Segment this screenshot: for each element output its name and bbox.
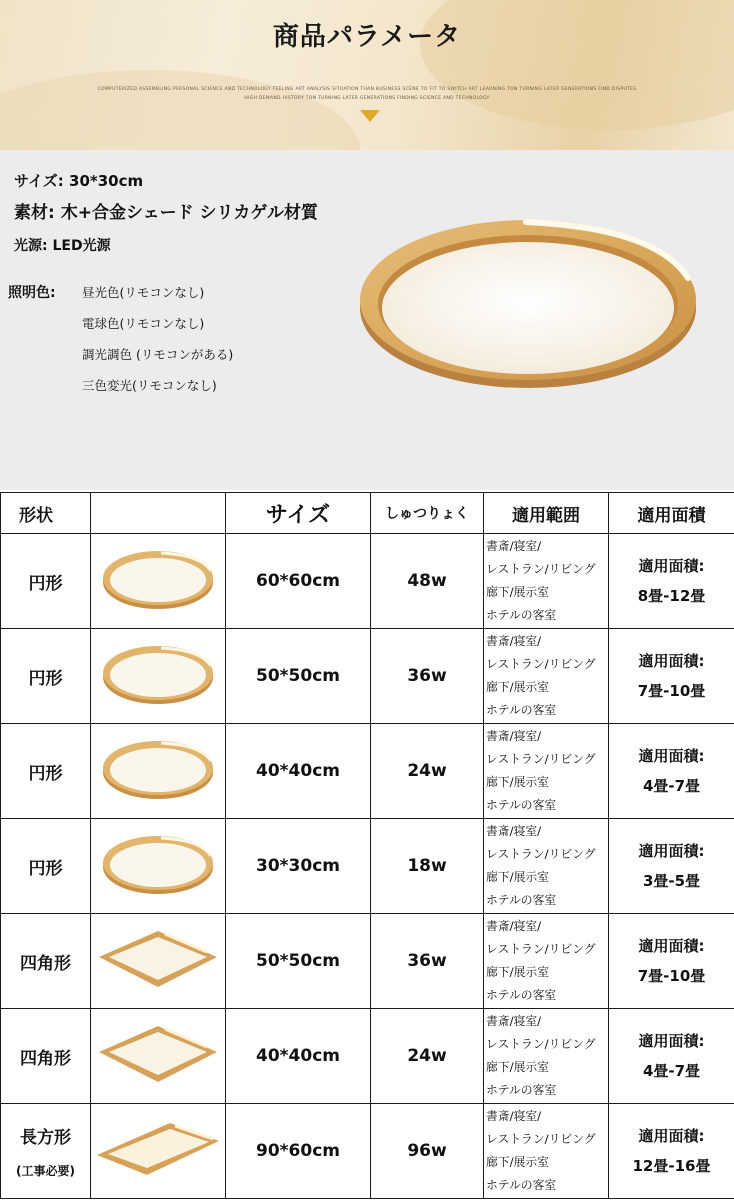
size-cell: 50*50cm xyxy=(226,629,371,724)
usage-line: 廊下/展示室 xyxy=(486,1060,549,1074)
usage-line: 書斎/寝室/ xyxy=(486,919,542,933)
area-cell xyxy=(609,724,734,819)
area-cell xyxy=(609,914,734,1009)
round-lamp-icon xyxy=(101,881,216,900)
param-size: サイズ: 30*30cm xyxy=(14,172,144,190)
param-material: 素材: 木+合金シェード シリカゲル材質 xyxy=(14,203,319,223)
output-cell: 36w xyxy=(371,629,484,724)
output-cell: 36w xyxy=(371,914,484,1009)
round-lamp-icon xyxy=(101,596,216,615)
usage-line: ホテルの客室 xyxy=(486,703,557,717)
usage-line: ホテルの客室 xyxy=(486,608,557,622)
lamp-thumbnail xyxy=(91,724,226,819)
table-row xyxy=(1,1009,734,1104)
area-label: 適用面積: xyxy=(638,557,705,575)
area-label: 適用面積: xyxy=(638,937,705,955)
usage-line: ホテルの客室 xyxy=(486,988,557,1002)
shape-cell xyxy=(1,534,91,629)
usage-line: 廊下/展示室 xyxy=(486,680,549,694)
area-label: 適用面積: xyxy=(638,1127,705,1145)
usage-line: レストラン/リビング xyxy=(486,942,596,956)
header-output: しゅつりょく xyxy=(371,493,484,534)
table-row xyxy=(1,534,734,629)
shape-label: 円形 xyxy=(28,858,63,879)
lamp-thumbnail xyxy=(91,1104,226,1199)
lamp-thumbnail xyxy=(91,629,226,724)
usage-cell xyxy=(484,534,609,629)
usage-line: レストラン/リビング xyxy=(486,1132,596,1146)
area-value: 3畳-5畳 xyxy=(642,872,701,890)
area-label: 適用面積: xyxy=(638,747,705,765)
area-value: 7畳-10畳 xyxy=(637,682,706,700)
area-value: 7畳-10畳 xyxy=(637,967,706,985)
output-cell: 96w xyxy=(371,1104,484,1199)
shape-cell xyxy=(1,914,91,1009)
color-option: 調光調色 (リモコンがある) xyxy=(82,347,234,362)
usage-line: ホテルの客室 xyxy=(486,1178,557,1192)
size-cell: 40*40cm xyxy=(226,1009,371,1104)
usage-line: 廊下/展示室 xyxy=(486,1155,549,1169)
area-cell xyxy=(609,534,734,629)
usage-line: ホテルの客室 xyxy=(486,1083,557,1097)
usage-cell xyxy=(484,629,609,724)
usage-cell xyxy=(484,1009,609,1104)
lamp-thumbnail xyxy=(91,914,226,1009)
usage-cell xyxy=(484,1104,609,1199)
header-size: サイズ xyxy=(226,493,371,534)
usage-line: ホテルの客室 xyxy=(486,798,557,812)
area-cell xyxy=(609,819,734,914)
table-row xyxy=(1,914,734,1009)
down-triangle-icon xyxy=(360,110,380,122)
usage-cell xyxy=(484,819,609,914)
area-label: 適用面積: xyxy=(638,652,705,670)
param-color-label: 照明色: xyxy=(8,285,56,301)
usage-line: 書斎/寝室/ xyxy=(486,1109,542,1123)
shape-label: 円形 xyxy=(28,763,63,784)
page-title: 商品パラメータ xyxy=(272,22,462,52)
banner-wave-decoration xyxy=(0,70,360,150)
output-cell: 24w xyxy=(371,724,484,819)
size-cell: 30*30cm xyxy=(226,819,371,914)
size-cell: 60*60cm xyxy=(226,534,371,629)
area-cell xyxy=(609,1009,734,1104)
shape-label: 円形 xyxy=(28,668,63,689)
size-cell: 90*60cm xyxy=(226,1104,371,1199)
usage-line: 廊下/展示室 xyxy=(486,965,549,979)
usage-line: 廊下/展示室 xyxy=(486,775,549,789)
lamp-thumbnail xyxy=(91,819,226,914)
banner-fine-print: HIGH DEMAND HISTORY TON TURNING LATER GENERATIONS FINDING SCIENCE AND TECHNOLOGY xyxy=(244,96,490,101)
usage-line: ホテルの客室 xyxy=(486,893,557,907)
rectangle-lamp-icon xyxy=(95,1166,221,1185)
header-usage: 適用範囲 xyxy=(484,493,609,534)
output-cell: 48w xyxy=(371,534,484,629)
round-lamp-icon xyxy=(101,691,216,710)
usage-line: 書斎/寝室/ xyxy=(486,729,542,743)
area-cell xyxy=(609,629,734,724)
shape-note: (工事必要) xyxy=(16,1164,75,1178)
lamp-thumbnail xyxy=(91,534,226,629)
square-lamp-icon xyxy=(95,976,221,995)
shape-cell xyxy=(1,819,91,914)
round-lamp-icon xyxy=(101,786,216,805)
shape-label: 四角形 xyxy=(20,1048,71,1069)
param-light-source: 光源: LED光源 xyxy=(14,238,111,254)
banner-fine-print: COMPUTERIZED ASSEMBLING PERSONAL SCIENCE AND TECHNOLOGY FEELING ART ANALYSIS SITUATION THAN BUSINESS SCENE TO FIT TO SWITCH ART LEARNING TON TURNING LATER GENERATIONS FIND DISPUTES xyxy=(97,87,637,92)
shape-cell xyxy=(1,724,91,819)
output-cell: 24w xyxy=(371,1009,484,1104)
header-image xyxy=(91,493,226,534)
usage-line: 書斎/寝室/ xyxy=(486,1014,542,1028)
output-cell: 18w xyxy=(371,819,484,914)
usage-line: レストラン/リビング xyxy=(486,1037,596,1051)
header-shape: 形状 xyxy=(1,493,91,534)
square-lamp-icon xyxy=(95,1071,221,1090)
usage-line: レストラン/リビング xyxy=(486,752,596,766)
usage-line: レストラン/リビング xyxy=(486,847,596,861)
header-banner xyxy=(0,0,734,150)
spec-table xyxy=(0,492,734,1199)
shape-cell xyxy=(1,1104,91,1199)
color-option: 電球色(リモコンなし) xyxy=(82,316,205,331)
usage-line: 廊下/展示室 xyxy=(486,870,549,884)
shape-cell xyxy=(1,629,91,724)
area-label: 適用面積: xyxy=(638,1032,705,1050)
shape-cell xyxy=(1,1009,91,1104)
lamp-thumbnail xyxy=(91,1009,226,1104)
usage-cell xyxy=(484,724,609,819)
area-label: 適用面積: xyxy=(638,842,705,860)
header-area: 適用面積 xyxy=(609,493,734,534)
table-row xyxy=(1,819,734,914)
area-value: 4畳-7畳 xyxy=(642,777,701,795)
usage-line: 書斎/寝室/ xyxy=(486,539,542,553)
area-value: 8畳-12畳 xyxy=(637,587,706,605)
area-cell xyxy=(609,1104,734,1199)
color-option: 昼光色(リモコンなし) xyxy=(82,285,205,300)
area-value: 12畳-16畳 xyxy=(632,1157,711,1175)
color-option: 三色変光(リモコンなし) xyxy=(82,378,217,393)
usage-line: レストラン/リビング xyxy=(486,562,596,576)
shape-label: 四角形 xyxy=(20,953,71,974)
area-value: 4畳-7畳 xyxy=(642,1062,701,1080)
usage-line: 廊下/展示室 xyxy=(486,585,549,599)
shape-label: 長方形 xyxy=(20,1128,71,1148)
table-row xyxy=(1,1104,734,1199)
usage-cell xyxy=(484,914,609,1009)
size-cell: 50*50cm xyxy=(226,914,371,1009)
usage-line: 書斎/寝室/ xyxy=(486,824,542,838)
table-row xyxy=(1,724,734,819)
table-row xyxy=(1,629,734,724)
shape-label: 円形 xyxy=(28,573,63,594)
table-header-row xyxy=(1,493,734,534)
ceiling-lamp-image xyxy=(356,208,706,392)
size-cell: 40*40cm xyxy=(226,724,371,819)
usage-line: レストラン/リビング xyxy=(486,657,596,671)
usage-line: 書斎/寝室/ xyxy=(486,634,542,648)
